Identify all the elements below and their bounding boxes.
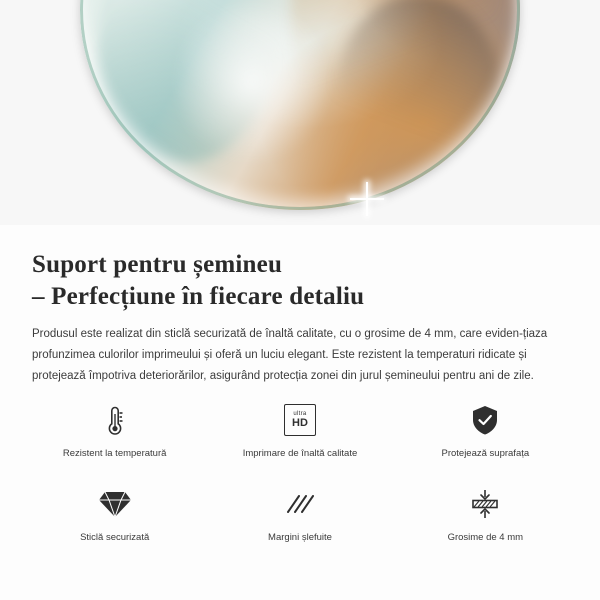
glass-disc-image	[80, 0, 520, 210]
hero-image	[0, 0, 600, 225]
ultra-hd-icon	[278, 398, 322, 442]
badge-top-text: ultra	[293, 411, 307, 417]
feature-item-polished-edges	[207, 482, 392, 554]
feature-item-thickness	[393, 482, 578, 554]
page-title	[32, 249, 572, 313]
thickness-icon	[463, 482, 507, 526]
feature-item-temperature	[22, 398, 207, 470]
shield-check-icon	[463, 398, 507, 442]
badge-bottom-text: HD	[292, 417, 308, 429]
polished-edges-icon	[278, 482, 322, 526]
feature-label: Rezistent la temperatură	[62, 448, 167, 459]
thermometer-icon	[93, 398, 137, 442]
feature-label: Imprimare de înaltă calitate	[242, 448, 358, 459]
feature-label: Margini șlefuite	[268, 532, 332, 543]
feature-label: Sticlă securizată	[80, 532, 150, 543]
feature-grid	[22, 398, 578, 554]
diamond-icon	[93, 482, 137, 526]
feature-label: Grosime de 4 mm	[447, 532, 524, 543]
feature-item-tempered-glass	[22, 482, 207, 554]
feature-item-print-quality	[207, 398, 392, 470]
headline-line-1: Suport pentru șemineu	[32, 250, 283, 278]
product-description-text: Produsul este realizat din sticlă securizată de înaltă calitate, cu o grosime de 4 mm, care eviden-țiaza profunzimea culorilor imprimeului și oferă un luciu elegant. Este rezistent la temperaturi ridicate și protejează împotriva deteriorărilor, asigurând protecția zonei din jurul șemineului pentru ani de zile.	[32, 327, 548, 382]
headline-line-2: – Perfecțiune în fiecare detaliu	[32, 282, 365, 310]
feature-item-surface-protection	[393, 398, 578, 470]
feature-label: Protejează suprafața	[441, 448, 530, 459]
